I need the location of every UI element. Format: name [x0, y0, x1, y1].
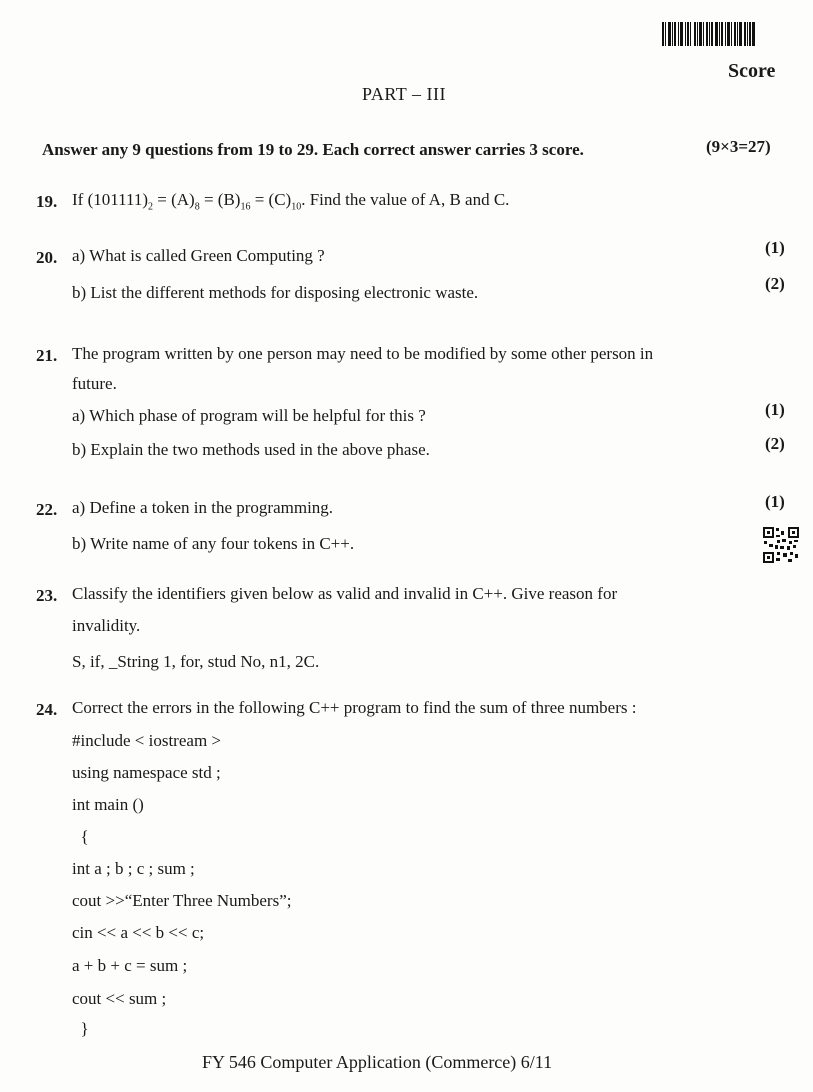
question-23-text: Classify the identifiers given below as valid and invalid in C++. Give reason for — [72, 584, 618, 603]
code-line: #include < iostream > — [72, 731, 221, 750]
marks: (2) — [765, 434, 785, 453]
code-line: using namespace std ; — [72, 763, 221, 782]
question-number: 22. — [36, 500, 58, 519]
question-21-text: The program written by one person may need to be modified by some other person in — [72, 344, 654, 363]
question-23-text-cont: invalidity. — [72, 616, 141, 635]
instruction-marks: (9×3=27) — [706, 137, 771, 156]
page-footer: FY 546 Computer Application (Commerce) 6/11 — [202, 1052, 553, 1072]
code-line: int a ; b ; c ; sum ; — [72, 859, 195, 878]
marks: (1) — [765, 400, 785, 419]
code-line: cout >>“Enter Three Numbers”; — [72, 891, 292, 910]
barcode — [662, 22, 790, 46]
question-24-text: Correct the errors in the following C++ program to find the sum of three numbers : — [72, 698, 637, 717]
marks: (1) — [765, 492, 785, 511]
instruction: Answer any 9 questions from 19 to 29. Each correct answer carries 3 score. — [42, 140, 584, 159]
question-22b: b) Write name of any four tokens in C++. — [72, 534, 355, 553]
question-number: 20. — [36, 248, 58, 267]
question-number: 21. — [36, 346, 58, 365]
question-number: 24. — [36, 700, 58, 719]
question-21-text-cont: future. — [72, 374, 117, 393]
question-21a: a) Which phase of program will be helpful for this ? — [72, 406, 426, 425]
part-title: PART – III — [362, 84, 446, 104]
code-line: } — [72, 1019, 89, 1038]
code-line: cin << a << b << c; — [72, 923, 205, 942]
question-22a: a) Define a token in the programming. — [72, 498, 334, 517]
question-number: 19. — [36, 192, 58, 211]
marks: (1) — [765, 238, 785, 257]
marks: (2) — [765, 274, 785, 293]
identifier-list: S, if, _String 1, for, stud No, n1, 2C. — [72, 652, 320, 671]
question-20b: b) List the different methods for disposing electronic waste. — [72, 283, 479, 302]
code-line: a + b + c = sum ; — [72, 956, 188, 975]
code-line: { — [72, 827, 89, 846]
code-line: cout << sum ; — [72, 989, 167, 1008]
qr-code-icon — [762, 526, 800, 564]
code-line: int main () — [72, 795, 144, 814]
question-number: 23. — [36, 586, 58, 605]
question-19-text: If $(101111)_2 = (A)_8 = (B)_{16} = (C)_{10}$. Find the value of A, B and C. — [72, 190, 510, 213]
question-20a: a) What is called Green Computing ? — [72, 246, 325, 265]
question-21b: b) Explain the two methods used in the above phase. — [72, 440, 430, 459]
score-label: Score — [728, 60, 776, 82]
